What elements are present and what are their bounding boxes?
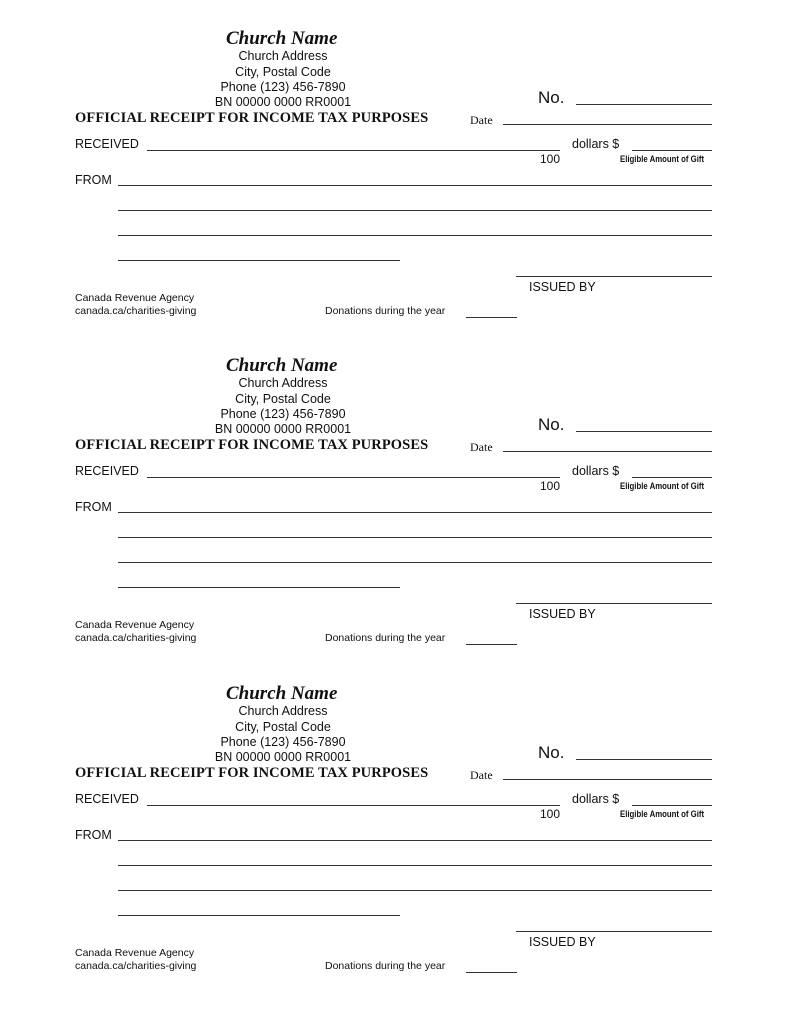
dollars-label: dollars $ xyxy=(572,792,620,806)
dollars-amount-field[interactable] xyxy=(632,150,712,151)
date-label: Date xyxy=(470,768,493,782)
donations-label: Donations during the year xyxy=(325,960,446,972)
issued-by-label: ISSUED BY xyxy=(529,935,596,949)
from-line-1[interactable] xyxy=(118,840,712,841)
church-address: Church Address xyxy=(238,704,328,718)
received-amount-words-field[interactable] xyxy=(147,150,560,151)
church-address: Church Address xyxy=(238,376,328,390)
date-field[interactable] xyxy=(503,124,712,125)
church-phone: Phone (123) 456-7890 xyxy=(220,735,346,749)
donations-label: Donations during the year xyxy=(325,305,446,317)
eligible-amount-label: Eligible Amount of Gift xyxy=(620,809,705,820)
from-line-2[interactable] xyxy=(118,210,712,211)
agency-url: canada.ca/charities-giving xyxy=(75,632,197,644)
receipt-number-label: No. xyxy=(538,743,565,762)
receipt-number-label: No. xyxy=(538,88,565,107)
received-amount-words-field[interactable] xyxy=(147,805,560,806)
receipt-title: OFFICIAL RECEIPT FOR INCOME TAX PURPOSES xyxy=(75,765,429,781)
eligible-amount-label: Eligible Amount of Gift xyxy=(620,154,705,165)
issued-by-signature-field[interactable] xyxy=(516,276,712,277)
from-label: FROM xyxy=(75,500,112,514)
church-city-postal: City, Postal Code xyxy=(235,720,331,734)
church-phone: Phone (123) 456-7890 xyxy=(220,407,346,421)
donations-field[interactable] xyxy=(466,644,517,645)
date-label: Date xyxy=(470,440,493,454)
receipt-2 xyxy=(0,327,789,647)
receipt-number-label: No. xyxy=(538,415,565,434)
cents-denominator-label: 100 xyxy=(540,479,561,493)
receipt-title: OFFICIAL RECEIPT FOR INCOME TAX PURPOSES xyxy=(75,110,429,126)
agency-url: canada.ca/charities-giving xyxy=(75,305,197,317)
church-name: Church Name xyxy=(226,355,338,376)
date-field[interactable] xyxy=(503,779,712,780)
from-label: FROM xyxy=(75,173,112,187)
dollars-label: dollars $ xyxy=(572,464,620,478)
received-label: RECEIVED xyxy=(75,792,139,806)
eligible-amount-label: Eligible Amount of Gift xyxy=(620,481,705,492)
from-line-4[interactable] xyxy=(118,260,400,261)
donations-label: Donations during the year xyxy=(325,632,446,644)
business-number: BN 00000 0000 RR0001 xyxy=(214,95,352,109)
date-field[interactable] xyxy=(503,451,712,452)
church-city-postal: City, Postal Code xyxy=(235,392,331,406)
from-line-3[interactable] xyxy=(118,235,712,236)
from-line-1[interactable] xyxy=(118,512,712,513)
issued-by-signature-field[interactable] xyxy=(516,603,712,604)
receipt-3 xyxy=(0,655,789,975)
agency-name: Canada Revenue Agency xyxy=(75,619,195,631)
agency-name: Canada Revenue Agency xyxy=(75,947,195,959)
donations-field[interactable] xyxy=(466,972,517,973)
dollars-amount-field[interactable] xyxy=(632,477,712,478)
received-label: RECEIVED xyxy=(75,137,139,151)
receipt-number-field[interactable] xyxy=(576,431,712,432)
receipt-number-field[interactable] xyxy=(576,104,712,105)
business-number: BN 00000 0000 RR0001 xyxy=(214,422,352,436)
agency-url: canada.ca/charities-giving xyxy=(75,960,197,972)
cents-denominator-label: 100 xyxy=(540,152,561,166)
cents-denominator-label: 100 xyxy=(540,807,561,821)
from-label: FROM xyxy=(75,828,112,842)
business-number: BN 00000 0000 RR0001 xyxy=(214,750,352,764)
issued-by-label: ISSUED BY xyxy=(529,280,596,294)
church-name: Church Name xyxy=(226,683,338,704)
church-name: Church Name xyxy=(226,28,338,49)
from-line-3[interactable] xyxy=(118,890,712,891)
dollars-amount-field[interactable] xyxy=(632,805,712,806)
donations-field[interactable] xyxy=(466,317,517,318)
date-label: Date xyxy=(470,113,493,127)
church-address: Church Address xyxy=(238,49,328,63)
church-city-postal: City, Postal Code xyxy=(235,65,331,79)
issued-by-label: ISSUED BY xyxy=(529,607,596,621)
received-label: RECEIVED xyxy=(75,464,139,478)
from-line-2[interactable] xyxy=(118,865,712,866)
receipt-1 xyxy=(0,0,789,320)
agency-name: Canada Revenue Agency xyxy=(75,292,195,304)
issued-by-signature-field[interactable] xyxy=(516,931,712,932)
receipt-title: OFFICIAL RECEIPT FOR INCOME TAX PURPOSES xyxy=(75,437,429,453)
from-line-4[interactable] xyxy=(118,915,400,916)
from-line-4[interactable] xyxy=(118,587,400,588)
receipt-number-field[interactable] xyxy=(576,759,712,760)
from-line-2[interactable] xyxy=(118,537,712,538)
received-amount-words-field[interactable] xyxy=(147,477,560,478)
dollars-label: dollars $ xyxy=(572,137,620,151)
church-phone: Phone (123) 456-7890 xyxy=(220,80,346,94)
from-line-1[interactable] xyxy=(118,185,712,186)
from-line-3[interactable] xyxy=(118,562,712,563)
